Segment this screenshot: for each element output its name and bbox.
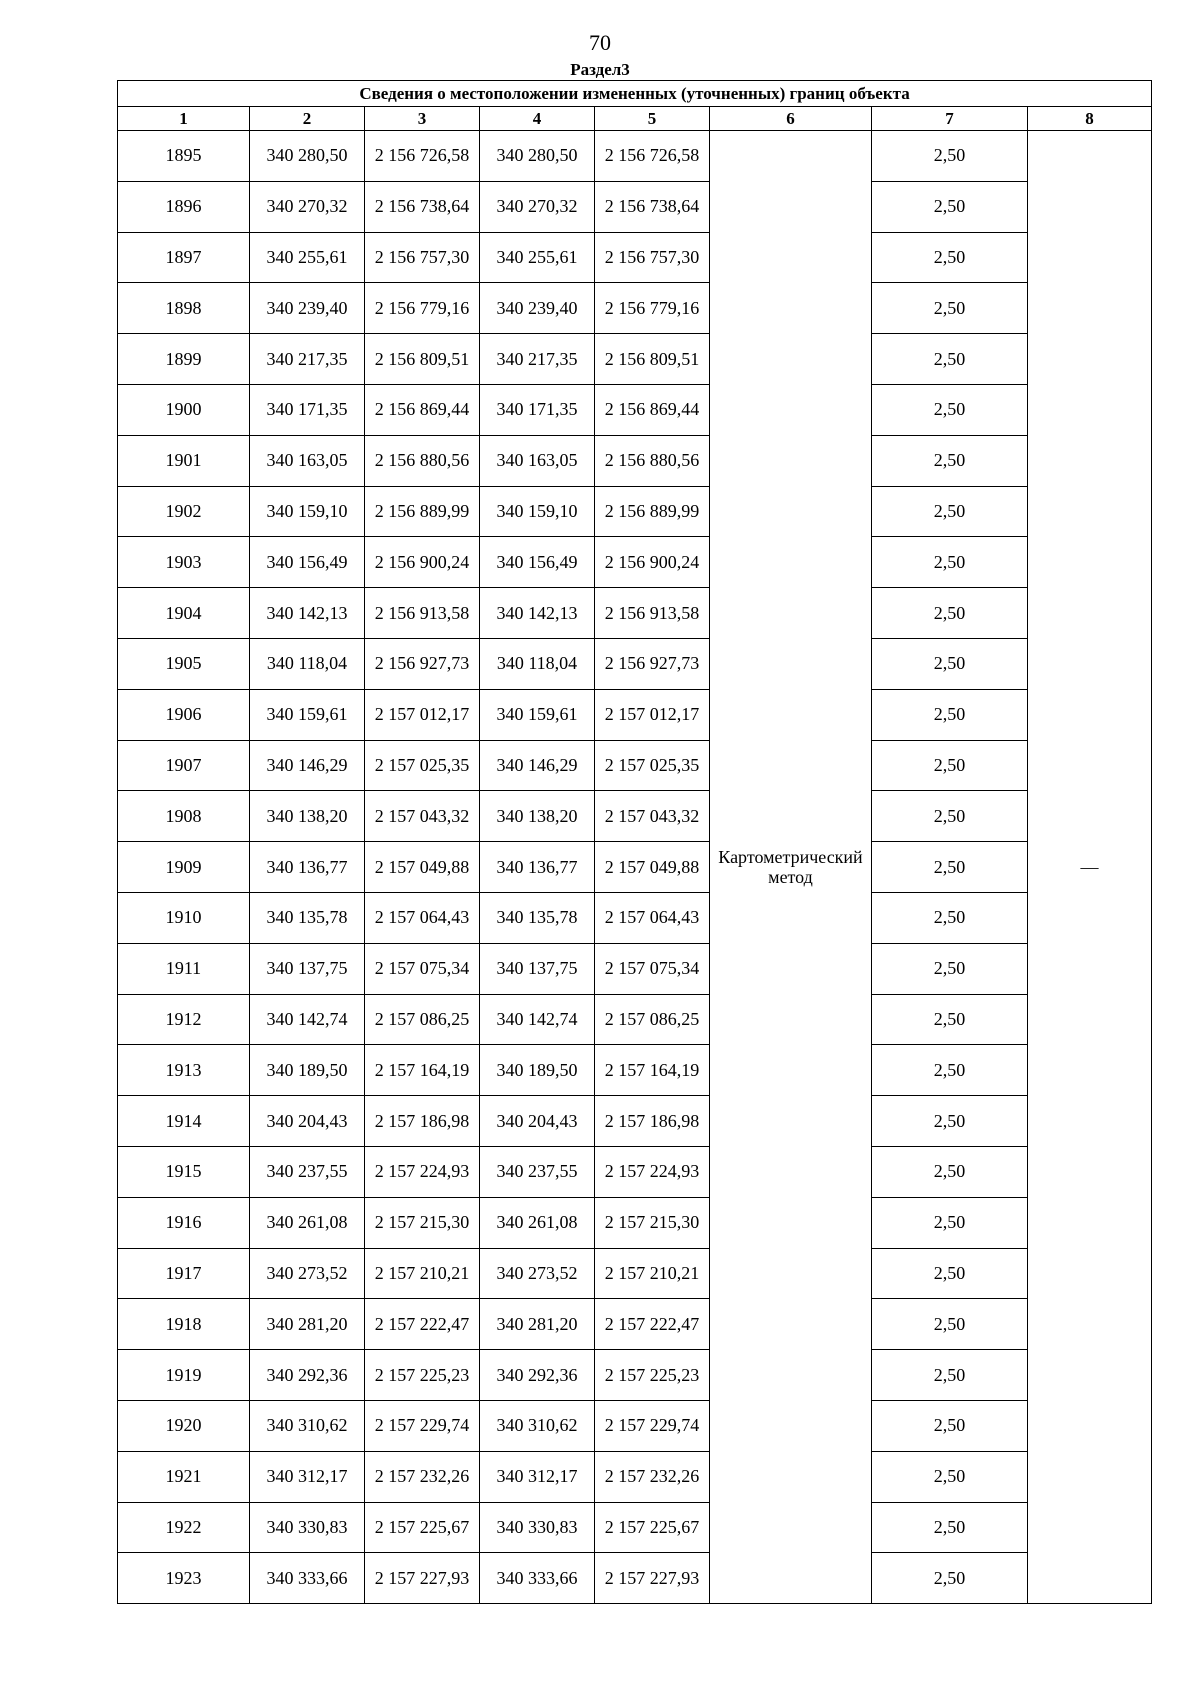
point-number-cell: 1898 — [118, 283, 250, 334]
precision-cell: 2,50 — [872, 588, 1028, 639]
column-number-3: 3 — [365, 107, 480, 131]
y-coord-cell: 2 157 227,93 — [365, 1553, 480, 1604]
point-number-cell: 1908 — [118, 791, 250, 842]
y-coord-new-cell: 2 157 186,98 — [595, 1096, 710, 1147]
point-number-cell: 1921 — [118, 1451, 250, 1502]
x-coord-cell: 340 163,05 — [250, 435, 365, 486]
y-coord-new-cell: 2 157 210,21 — [595, 1248, 710, 1299]
x-coord-new-cell: 340 137,75 — [480, 943, 595, 994]
y-coord-cell: 2 156 738,64 — [365, 181, 480, 232]
y-coord-new-cell: 2 156 927,73 — [595, 638, 710, 689]
x-coord-cell: 340 333,66 — [250, 1553, 365, 1604]
y-coord-new-cell: 2 157 012,17 — [595, 689, 710, 740]
page-number: 70 — [589, 30, 611, 55]
y-coord-new-cell: 2 156 913,58 — [595, 588, 710, 639]
x-coord-new-cell: 340 292,36 — [480, 1350, 595, 1401]
x-coord-new-cell: 340 237,55 — [480, 1146, 595, 1197]
precision-cell: 2,50 — [872, 486, 1028, 537]
y-coord-cell: 2 156 757,30 — [365, 232, 480, 283]
table-row — [118, 537, 1152, 588]
y-coord-cell: 2 156 726,58 — [365, 131, 480, 182]
point-number-cell: 1903 — [118, 537, 250, 588]
precision-cell: 2,50 — [872, 1248, 1028, 1299]
y-coord-cell: 2 157 225,67 — [365, 1502, 480, 1553]
x-coord-cell: 340 204,43 — [250, 1096, 365, 1147]
y-coord-new-cell: 2 157 164,19 — [595, 1045, 710, 1096]
x-coord-cell: 340 261,08 — [250, 1197, 365, 1248]
y-coord-cell: 2 157 225,23 — [365, 1350, 480, 1401]
table-row — [118, 232, 1152, 283]
table-row — [118, 1248, 1152, 1299]
point-number-cell: 1915 — [118, 1146, 250, 1197]
precision-cell: 2,50 — [872, 1197, 1028, 1248]
table-row — [118, 334, 1152, 385]
y-coord-new-cell: 2 157 225,67 — [595, 1502, 710, 1553]
point-number-cell: 1923 — [118, 1553, 250, 1604]
point-number-cell: 1911 — [118, 943, 250, 994]
x-coord-new-cell: 340 333,66 — [480, 1553, 595, 1604]
table-row — [118, 1045, 1152, 1096]
precision-cell: 2,50 — [872, 131, 1028, 182]
x-coord-cell: 340 135,78 — [250, 892, 365, 943]
point-number-cell: 1896 — [118, 181, 250, 232]
y-coord-new-cell: 2 156 889,99 — [595, 486, 710, 537]
x-coord-new-cell: 340 280,50 — [480, 131, 595, 182]
table-row — [118, 994, 1152, 1045]
point-number-cell: 1920 — [118, 1400, 250, 1451]
precision-cell: 2,50 — [872, 1299, 1028, 1350]
x-coord-new-cell: 340 281,20 — [480, 1299, 595, 1350]
precision-cell: 2,50 — [872, 1146, 1028, 1197]
point-number-cell: 1899 — [118, 334, 250, 385]
y-coord-cell: 2 157 025,35 — [365, 740, 480, 791]
x-coord-new-cell: 340 118,04 — [480, 638, 595, 689]
precision-cell: 2,50 — [872, 1502, 1028, 1553]
y-coord-new-cell: 2 157 064,43 — [595, 892, 710, 943]
precision-cell: 2,50 — [872, 842, 1028, 893]
x-coord-cell: 340 159,10 — [250, 486, 365, 537]
x-coord-new-cell: 340 273,52 — [480, 1248, 595, 1299]
point-number-cell: 1900 — [118, 384, 250, 435]
x-coord-cell: 340 137,75 — [250, 943, 365, 994]
x-coord-new-cell: 340 135,78 — [480, 892, 595, 943]
precision-cell: 2,50 — [872, 384, 1028, 435]
point-number-cell: 1904 — [118, 588, 250, 639]
x-coord-cell: 340 273,52 — [250, 1248, 365, 1299]
column-number-5: 5 — [595, 107, 710, 131]
x-coord-new-cell: 340 270,32 — [480, 181, 595, 232]
x-coord-new-cell: 340 189,50 — [480, 1045, 595, 1096]
precision-cell: 2,50 — [872, 1553, 1028, 1604]
point-number-cell: 1916 — [118, 1197, 250, 1248]
coordinates-table — [117, 80, 1152, 1604]
y-coord-cell: 2 156 913,58 — [365, 588, 480, 639]
precision-cell: 2,50 — [872, 232, 1028, 283]
y-coord-cell: 2 157 012,17 — [365, 689, 480, 740]
y-coord-cell: 2 156 900,24 — [365, 537, 480, 588]
table-row — [118, 1096, 1152, 1147]
y-coord-new-cell: 2 157 222,47 — [595, 1299, 710, 1350]
x-coord-new-cell: 340 163,05 — [480, 435, 595, 486]
precision-cell: 2,50 — [872, 283, 1028, 334]
y-coord-cell: 2 157 164,19 — [365, 1045, 480, 1096]
y-coord-new-cell: 2 157 075,34 — [595, 943, 710, 994]
precision-cell: 2,50 — [872, 892, 1028, 943]
y-coord-cell: 2 157 049,88 — [365, 842, 480, 893]
precision-cell: 2,50 — [872, 181, 1028, 232]
x-coord-cell: 340 280,50 — [250, 131, 365, 182]
precision-cell: 2,50 — [872, 435, 1028, 486]
y-coord-cell: 2 157 064,43 — [365, 892, 480, 943]
y-coord-new-cell: 2 156 726,58 — [595, 131, 710, 182]
column-number-8: 8 — [1028, 107, 1152, 131]
x-coord-cell: 340 171,35 — [250, 384, 365, 435]
x-coord-cell: 340 136,77 — [250, 842, 365, 893]
y-coord-new-cell: 2 156 900,24 — [595, 537, 710, 588]
precision-cell: 2,50 — [872, 689, 1028, 740]
table-row — [118, 384, 1152, 435]
y-coord-new-cell: 2 157 025,35 — [595, 740, 710, 791]
precision-cell: 2,50 — [872, 1400, 1028, 1451]
table-caption: Сведения о местоположении измененных (уточненных) границ объекта — [118, 81, 1152, 107]
y-coord-new-cell: 2 157 232,26 — [595, 1451, 710, 1502]
point-number-cell: 1895 — [118, 131, 250, 182]
y-coord-cell: 2 156 779,16 — [365, 283, 480, 334]
precision-cell: 2,50 — [872, 1045, 1028, 1096]
x-coord-new-cell: 340 142,13 — [480, 588, 595, 639]
point-number-cell: 1902 — [118, 486, 250, 537]
table-row — [118, 638, 1152, 689]
x-coord-new-cell: 340 171,35 — [480, 384, 595, 435]
table-row — [118, 892, 1152, 943]
y-coord-cell: 2 156 880,56 — [365, 435, 480, 486]
y-coord-new-cell: 2 157 215,30 — [595, 1197, 710, 1248]
x-coord-new-cell: 340 330,83 — [480, 1502, 595, 1553]
y-coord-cell: 2 157 075,34 — [365, 943, 480, 994]
y-coord-cell: 2 157 086,25 — [365, 994, 480, 1045]
x-coord-new-cell: 340 310,62 — [480, 1400, 595, 1451]
precision-cell: 2,50 — [872, 1096, 1028, 1147]
x-coord-cell: 340 270,32 — [250, 181, 365, 232]
x-coord-cell: 340 312,17 — [250, 1451, 365, 1502]
x-coord-new-cell: 340 138,20 — [480, 791, 595, 842]
y-coord-new-cell: 2 157 225,23 — [595, 1350, 710, 1401]
x-coord-new-cell: 340 239,40 — [480, 283, 595, 334]
section-title: Раздел3 — [570, 60, 630, 79]
column-number-row — [118, 107, 1152, 131]
point-number-cell: 1919 — [118, 1350, 250, 1401]
point-number-cell: 1910 — [118, 892, 250, 943]
x-coord-cell: 340 156,49 — [250, 537, 365, 588]
table-row — [118, 1197, 1152, 1248]
table-row — [118, 1451, 1152, 1502]
table-caption-row — [118, 81, 1152, 107]
point-number-cell: 1914 — [118, 1096, 250, 1147]
x-coord-new-cell: 340 159,61 — [480, 689, 595, 740]
table-row — [118, 435, 1152, 486]
precision-cell: 2,50 — [872, 1350, 1028, 1401]
x-coord-new-cell: 340 136,77 — [480, 842, 595, 893]
point-number-cell: 1912 — [118, 994, 250, 1045]
table-row — [118, 740, 1152, 791]
y-coord-new-cell: 2 157 049,88 — [595, 842, 710, 893]
column-number-4: 4 — [480, 107, 595, 131]
x-coord-new-cell: 340 142,74 — [480, 994, 595, 1045]
y-coord-new-cell: 2 157 224,93 — [595, 1146, 710, 1197]
y-coord-new-cell: 2 157 229,74 — [595, 1400, 710, 1451]
table-row — [118, 131, 1152, 182]
y-coord-cell: 2 156 889,99 — [365, 486, 480, 537]
x-coord-cell: 340 159,61 — [250, 689, 365, 740]
y-coord-cell: 2 157 186,98 — [365, 1096, 480, 1147]
y-coord-cell: 2 157 229,74 — [365, 1400, 480, 1451]
y-coord-new-cell: 2 157 043,32 — [595, 791, 710, 842]
y-coord-new-cell: 2 156 869,44 — [595, 384, 710, 435]
point-number-cell: 1907 — [118, 740, 250, 791]
precision-cell: 2,50 — [872, 537, 1028, 588]
point-number-cell: 1901 — [118, 435, 250, 486]
point-number-cell: 1922 — [118, 1502, 250, 1553]
precision-cell: 2,50 — [872, 994, 1028, 1045]
x-coord-cell: 340 142,13 — [250, 588, 365, 639]
column-number-7: 7 — [872, 107, 1028, 131]
x-coord-new-cell: 340 261,08 — [480, 1197, 595, 1248]
y-coord-new-cell: 2 156 779,16 — [595, 283, 710, 334]
precision-cell: 2,50 — [872, 740, 1028, 791]
point-number-cell: 1917 — [118, 1248, 250, 1299]
y-coord-new-cell: 2 157 086,25 — [595, 994, 710, 1045]
x-coord-new-cell: 340 217,35 — [480, 334, 595, 385]
table-row — [118, 588, 1152, 639]
point-number-cell: 1909 — [118, 842, 250, 893]
y-coord-cell: 2 157 222,47 — [365, 1299, 480, 1350]
x-coord-cell: 340 118,04 — [250, 638, 365, 689]
point-number-cell: 1918 — [118, 1299, 250, 1350]
precision-cell: 2,50 — [872, 943, 1028, 994]
x-coord-cell: 340 237,55 — [250, 1146, 365, 1197]
x-coord-cell: 340 255,61 — [250, 232, 365, 283]
y-coord-new-cell: 2 156 738,64 — [595, 181, 710, 232]
x-coord-cell: 340 189,50 — [250, 1045, 365, 1096]
table-row — [118, 1400, 1152, 1451]
x-coord-new-cell: 340 255,61 — [480, 232, 595, 283]
column-number-1: 1 — [118, 107, 250, 131]
x-coord-cell: 340 239,40 — [250, 283, 365, 334]
x-coord-cell: 340 146,29 — [250, 740, 365, 791]
x-coord-cell: 340 281,20 — [250, 1299, 365, 1350]
x-coord-cell: 340 142,74 — [250, 994, 365, 1045]
precision-cell: 2,50 — [872, 791, 1028, 842]
x-coord-cell: 340 310,62 — [250, 1400, 365, 1451]
table-row — [118, 842, 1152, 893]
table-row — [118, 486, 1152, 537]
y-coord-cell: 2 157 232,26 — [365, 1451, 480, 1502]
table-row — [118, 1146, 1152, 1197]
y-coord-cell: 2 156 927,73 — [365, 638, 480, 689]
y-coord-cell: 2 157 210,21 — [365, 1248, 480, 1299]
point-number-cell: 1913 — [118, 1045, 250, 1096]
point-number-cell: 1897 — [118, 232, 250, 283]
y-coord-new-cell: 2 156 809,51 — [595, 334, 710, 385]
x-coord-cell: 340 217,35 — [250, 334, 365, 385]
point-number-cell: 1905 — [118, 638, 250, 689]
x-coord-cell: 340 330,83 — [250, 1502, 365, 1553]
x-coord-new-cell: 340 146,29 — [480, 740, 595, 791]
table-row — [118, 1350, 1152, 1401]
precision-cell: 2,50 — [872, 638, 1028, 689]
x-coord-new-cell: 340 312,17 — [480, 1451, 595, 1502]
y-coord-cell: 2 157 224,93 — [365, 1146, 480, 1197]
table-row — [118, 1502, 1152, 1553]
column-number-2: 2 — [250, 107, 365, 131]
x-coord-new-cell: 340 204,43 — [480, 1096, 595, 1147]
x-coord-cell: 340 292,36 — [250, 1350, 365, 1401]
method-cell: Картометрический метод — [710, 131, 872, 1604]
x-coord-new-cell: 340 156,49 — [480, 537, 595, 588]
y-coord-new-cell: 2 156 757,30 — [595, 232, 710, 283]
y-coord-cell: 2 156 809,51 — [365, 334, 480, 385]
table-row — [118, 1553, 1152, 1604]
column8-cell: — — [1028, 131, 1152, 1604]
y-coord-cell: 2 157 215,30 — [365, 1197, 480, 1248]
table-row — [118, 689, 1152, 740]
x-coord-new-cell: 340 159,10 — [480, 486, 595, 537]
table-body — [118, 131, 1152, 1604]
x-coord-cell: 340 138,20 — [250, 791, 365, 842]
table-row — [118, 181, 1152, 232]
column-number-6: 6 — [710, 107, 872, 131]
y-coord-new-cell: 2 157 227,93 — [595, 1553, 710, 1604]
y-coord-cell: 2 156 869,44 — [365, 384, 480, 435]
table-row — [118, 1299, 1152, 1350]
y-coord-new-cell: 2 156 880,56 — [595, 435, 710, 486]
table-row — [118, 283, 1152, 334]
table-row — [118, 791, 1152, 842]
point-number-cell: 1906 — [118, 689, 250, 740]
table-row — [118, 943, 1152, 994]
precision-cell: 2,50 — [872, 1451, 1028, 1502]
precision-cell: 2,50 — [872, 334, 1028, 385]
y-coord-cell: 2 157 043,32 — [365, 791, 480, 842]
